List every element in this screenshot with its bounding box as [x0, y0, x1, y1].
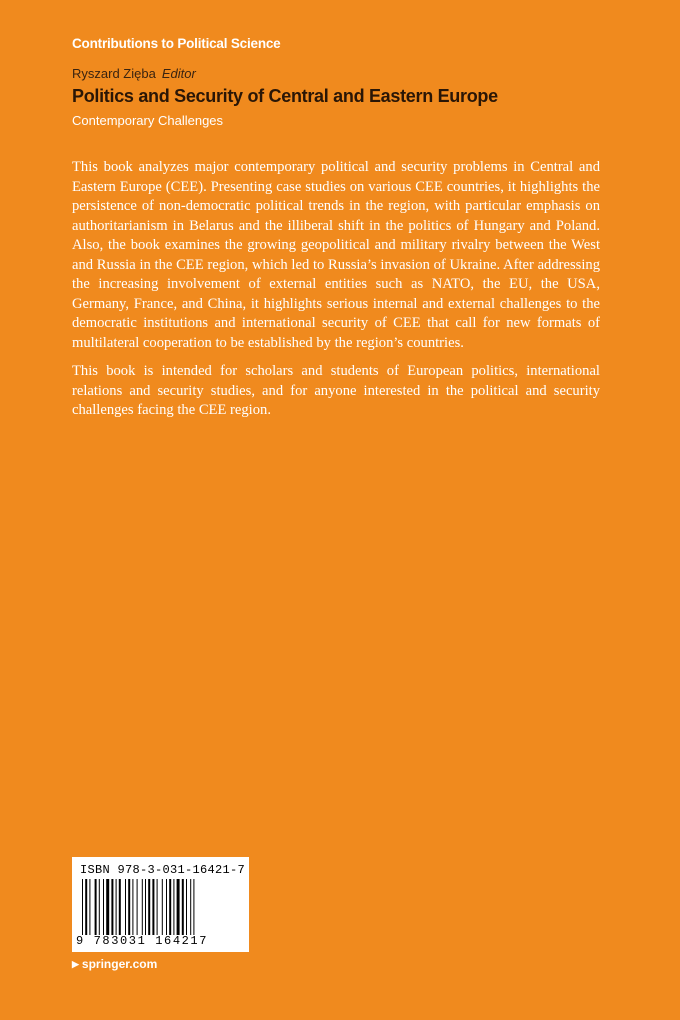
isbn-label: ISBN 978-3-031-16421-7 — [80, 863, 246, 877]
blurb — [72, 158, 600, 430]
blurb-paragraph-2: This book is intended for scholars and students of European politics, international relations and security studies, and for anyone interested in the political and security challenges facing the CEE region. — [72, 363, 600, 418]
blurb-paragraph-1: This book analyzes major contemporary political and security problems in Central and Eastern Europe (CEE). Presenting case studies on various CEE countries, it highlights the persistence of non-democratic political trends in the region, with particular emphasis on authoritarianism in Belarus and the illiberal shift in the politics of Hungary and Poland. Also, the book examines the growing geopolitical and military rivalry between the West and Russia in the CEE region, which led to Russia’s invasion of Ukraine. After addressing the increasing involvement of external entities such as NATO, the EU, the USA, Germany, France, and China, it highlights serious internal and external challenges to the democratic institutions and international security of CEE that call for new formats of multilateral cooperation to be established by the region’s countries. — [72, 159, 600, 351]
arrow-right-icon: ▶ — [72, 958, 79, 969]
publisher-link[interactable] — [72, 957, 157, 971]
barcode-digits: 9 783031 164217 — [76, 934, 209, 948]
barcode-icon — [82, 879, 240, 935]
book-subtitle: Contemporary Challenges — [72, 113, 224, 128]
book-title: Politics and Security of Central and Eastern Europe — [72, 86, 498, 106]
editor-line — [72, 66, 196, 81]
barcode-box — [72, 857, 249, 952]
editor-name: Ryszard Zięba — [72, 66, 156, 81]
series-name: Contributions to Political Science — [72, 36, 281, 51]
publisher-url: springer.com — [81, 957, 158, 971]
editor-role: Editor — [161, 66, 196, 81]
